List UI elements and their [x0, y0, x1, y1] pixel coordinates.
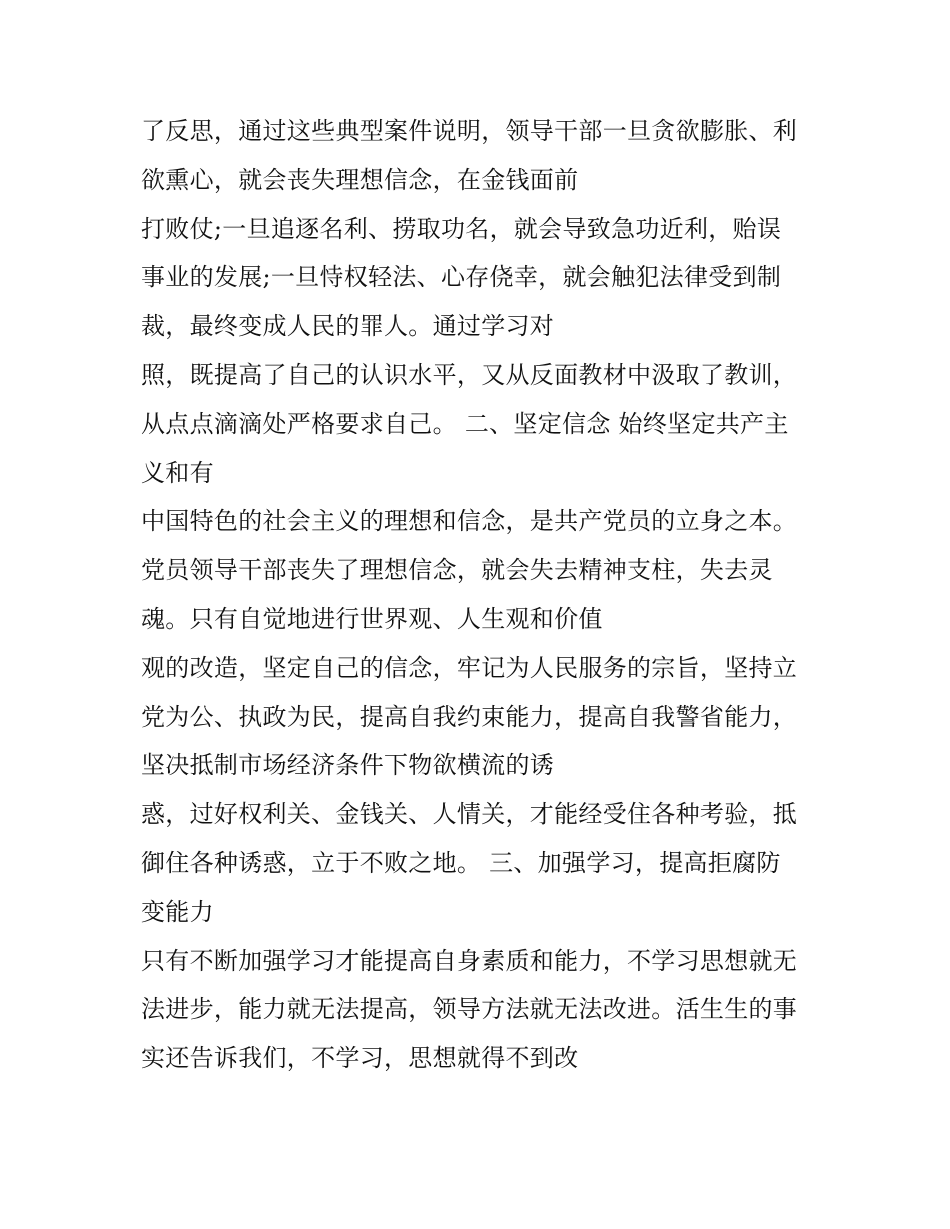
text-line: 魂。只有自觉地进行世界观、人生观和价值 — [141, 604, 603, 633]
text-line: 党员领导干部丧失了理想信念，就会失去精神支柱，失去灵 — [141, 556, 773, 585]
text-line: 变能力 — [141, 897, 214, 926]
text-line: 从点点滴滴处严格要求自己。 二、坚定信念 始终坚定共产主 — [141, 409, 789, 438]
text-line: 党为公、执政为民，提高自我约束能力，提高自我警省能力， — [141, 702, 798, 731]
text-line: 只有不断加强学习才能提高自身素质和能力，不学习思想就无 — [141, 946, 798, 975]
text-line: 坚决抵制市场经济条件下物欲横流的诱 — [141, 751, 555, 780]
text-line: 事业的发展;一旦恃权轻法、心存侥幸，就会触犯法律受到制 — [141, 263, 782, 292]
text-line: 观的改造，坚定自己的信念，牢记为人民服务的宗旨，坚持立 — [141, 653, 798, 682]
text-line: 惑，过好权利关、金钱关、人情关，才能经受住各种考验，抵 — [141, 800, 798, 829]
text-line: 裁，最终变成人民的罪人。通过学习对 — [141, 312, 555, 341]
text-line: 欲熏心，就会丧失理想信念，在金钱面前 — [141, 165, 579, 194]
text-line: 了反思，通过这些典型案件说明，领导干部一旦贪欲膨胀、利 — [141, 117, 798, 145]
text-line: 法进步，能力就无法提高，领导方法就无法改进。活生生的事 — [141, 995, 798, 1024]
text-line: 打败仗;一旦追逐名利、捞取功名，就会导致急功近利，贻误 — [141, 214, 782, 243]
text-line: 御住各种诱惑，立于不败之地。 三、加强学习，提高拒腐防 — [141, 848, 781, 877]
text-line: 义和有 — [141, 458, 214, 487]
text-line: 实还告诉我们，不学习，思想就得不到改 — [141, 1044, 579, 1073]
text-line: 照，既提高了自己的认识水平，又从反面教材中汲取了教训， — [141, 360, 798, 389]
text-line: 中国特色的社会主义的理想和信念，是共产党员的立身之本。 — [141, 507, 798, 536]
document-body — [141, 107, 841, 1083]
